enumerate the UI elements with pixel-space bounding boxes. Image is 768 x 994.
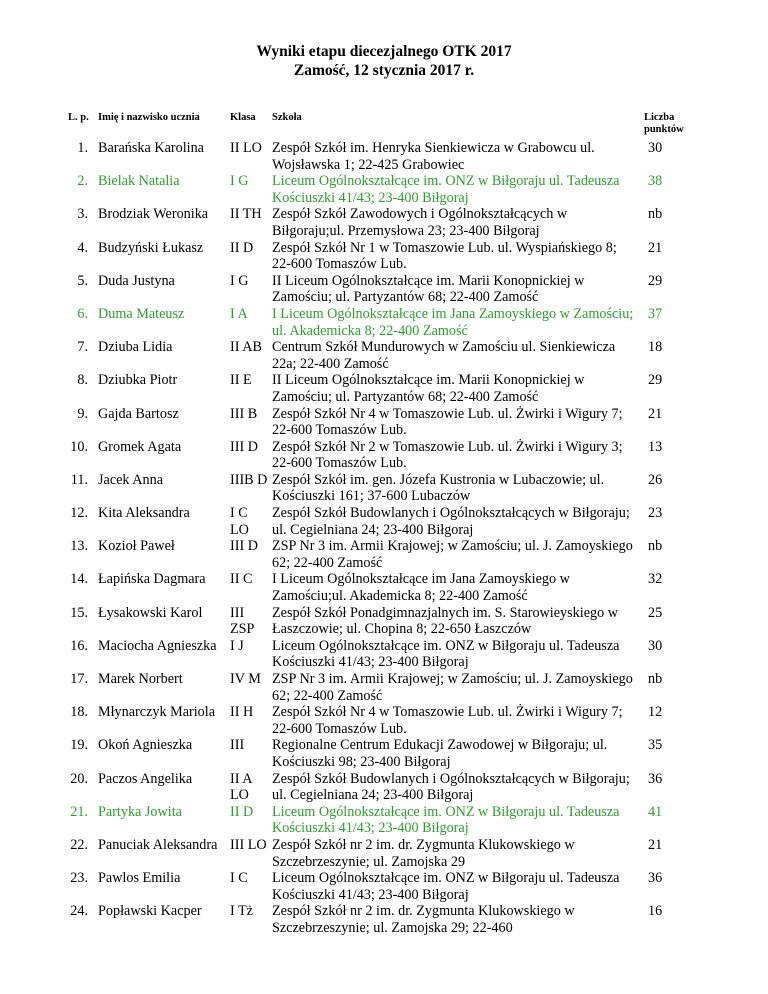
table-row: [66, 538, 707, 571]
page-title: Wyniki etapu diecezjalnego OTK 2017: [256, 43, 512, 60]
table-row: [66, 206, 707, 239]
row-name: Bielak Natalia: [98, 173, 180, 190]
row-lp: 16.: [70, 637, 88, 654]
row-name: Kozioł Paweł: [98, 538, 175, 555]
row-lp: 9.: [77, 405, 88, 422]
table-row: [66, 140, 707, 173]
row-school: Liceum Ogólnokształcące im. ONZ w Biłgoraju ul. Tadeusza Kościuszki 41/43; 23-400 Biłgoraj: [272, 870, 620, 903]
table-row: [66, 505, 707, 538]
row-school: I Liceum Ogólnokształcące im Jana Zamoyskiego w Zamościu;ul. Akademicka 8; 22-400 Zamość: [272, 571, 570, 605]
row-school: II Liceum Ogólnokształcące im. Marii Konopnickiej w Zamościu; ul. Partyzantów 68; 22-400 Zamość: [272, 272, 585, 306]
row-class: I G: [230, 173, 249, 190]
row-score: 35: [648, 737, 663, 754]
row-score: nb: [648, 538, 663, 555]
row-lp: 4.: [77, 239, 88, 256]
row-class: II C: [230, 571, 253, 588]
table-row: [66, 737, 707, 770]
row-name: Dziubka Piotr: [98, 372, 178, 389]
row-school: Zespół Szkół Zawodowych i Ogólnokształcących w Biłgoraju;ul. Przemysłowa 23; 23-400 Biłgoraj: [272, 206, 568, 239]
row-name: Budzyński Łukasz: [98, 239, 204, 256]
row-school: Centrum Szkół Mundurowych w Zamościu ul. Sienkiewicza 22a; 22-400 Zamość: [272, 339, 616, 372]
row-lp: 22.: [70, 836, 88, 853]
header-name: Imię i nazwisko ucznia: [98, 112, 200, 123]
row-score: 18: [648, 339, 663, 356]
row-lp: 7.: [77, 339, 88, 356]
table-row: [66, 571, 707, 604]
row-name: Okoń Agnieszka: [98, 737, 193, 754]
row-lp: 14.: [70, 571, 88, 588]
row-school: Zespół Szkół Budowlanych i Ogólnokształcących w Biłgoraju; ul. Cegielniana 24; 23-400 Biłgoraj: [272, 505, 630, 538]
row-class: I A: [230, 305, 248, 322]
row-class: I C: [230, 870, 248, 887]
row-school: Zespół Szkół Ponadgimnazjalnych im. S. Starowieyskiego w Łaszczowie; ul. Chopina 8; 22-650 Łaszczów: [272, 604, 618, 638]
row-class: II D: [230, 803, 254, 820]
row-score: 21: [648, 405, 663, 422]
row-lp: 23.: [70, 870, 88, 887]
row-lp: 19.: [70, 737, 88, 754]
row-school: II Liceum Ogólnokształcące im. Marii Konopnickiej w Zamościu; ul. Partyzantów 68; 22-400 Zamość: [272, 372, 585, 405]
row-name: Gajda Bartosz: [98, 405, 179, 422]
row-class: III D: [230, 538, 258, 555]
table-row: [66, 372, 707, 405]
row-name: Paczos Angelika: [98, 770, 193, 787]
table-row: [66, 870, 707, 903]
row-lp: 21.: [70, 803, 88, 820]
row-class: I Tż: [230, 903, 253, 920]
row-school: ZSP Nr 3 im. Armii Krajowej; w Zamościu; ul. J. Zamoyskiego 62; 22-400 Zamość: [272, 538, 633, 571]
row-school: Zespół Szkół Nr 1 w Tomaszowie Lub. ul. Wyspiańskiego 8; 22-600 Tomaszów Lub.: [272, 239, 617, 273]
row-name: Łysakowski Karol: [98, 604, 203, 621]
table-row: [66, 339, 707, 372]
row-score: 29: [648, 272, 663, 289]
row-score: nb: [648, 671, 663, 687]
table-row: [66, 704, 707, 737]
table-row: [66, 771, 707, 804]
table-row: [66, 903, 707, 936]
table-row: [66, 605, 707, 638]
row-score: 23: [648, 505, 663, 522]
row-school: Regionalne Centrum Edukacji Zawodowej w Biłgoraju; ul. Kościuszki 98; 23-400 Biłgoraj: [272, 737, 608, 770]
table-row: [66, 837, 707, 870]
row-lp: 17.: [70, 671, 88, 687]
row-name: Popławski Kacper: [98, 903, 202, 920]
header-class: Klasa: [230, 112, 256, 123]
row-class: II A LO: [230, 770, 252, 804]
row-name: Barańska Karolina: [98, 140, 204, 156]
row-score: 30: [648, 140, 663, 156]
row-lp: 10.: [70, 438, 88, 455]
row-lp: 8.: [77, 372, 88, 389]
row-score: 16: [648, 903, 663, 920]
table-row: [66, 273, 707, 306]
row-name: Łapińska Dagmara: [98, 571, 206, 588]
row-name: Duma Mateusz: [98, 305, 185, 322]
row-school: ZSP Nr 3 im. Armii Krajowej; w Zamościu; ul. J. Zamoyskiego 62; 22-400 Zamość: [272, 671, 633, 704]
row-school: Zespół Szkół nr 2 im. dr. Zygmunta Klukowskiego w Szczebrzeszynie; ul. Zamojska 29: [272, 836, 575, 870]
row-school: Liceum Ogólnokształcące im. ONZ w Biłgoraju ul. Tadeusza Kościuszki 41/43; 23-400 Biłgoraj: [272, 803, 620, 837]
row-school: Zespół Szkół Nr 4 w Tomaszowie Lub. ul. Żwirki i Wigury 7; 22-600 Tomaszów Lub.: [272, 405, 623, 439]
row-school: Zespół Szkół Budowlanych i Ogólnokształcących w Biłgoraju; ul. Cegielniana 24; 23-400 Biłgoraj: [272, 770, 630, 804]
row-school: Zespół Szkół Nr 4 w Tomaszowie Lub. ul. Żwirki i Wigury 7; 22-600 Tomaszów Lub.: [272, 704, 623, 737]
row-lp: 18.: [70, 704, 88, 721]
row-class: I C LO: [230, 505, 249, 538]
row-name: Pawlos Emilia: [98, 870, 181, 887]
table-row: [66, 671, 707, 704]
header-school: Szkoła: [272, 112, 302, 123]
row-lp: 11.: [70, 471, 88, 488]
row-school: Liceum Ogólnokształcące im. ONZ w Biłgoraju ul. Tadeusza Kościuszki 41/43; 23-400 Biłgoraj: [272, 637, 620, 671]
table-header-row: [66, 106, 707, 140]
row-class: II H: [230, 704, 254, 721]
row-score: 12: [648, 704, 663, 721]
row-score: 41: [648, 803, 663, 820]
row-class: IIIB D: [230, 471, 268, 488]
table-row: [66, 240, 707, 273]
row-lp: 13.: [70, 538, 88, 555]
table-row: [66, 804, 707, 837]
row-name: Partyka Jowita: [98, 803, 182, 820]
page-subtitle: Zamość, 12 stycznia 2017 r.: [293, 62, 475, 79]
row-class: II AB: [230, 339, 262, 356]
row-school: Liceum Ogólnokształcące im. ONZ w Biłgoraju ul. Tadeusza Kościuszki 41/43; 23-400 Biłgoraj: [272, 173, 620, 206]
row-school: Zespół Szkół im. gen. Józefa Kustronia w Lubaczowie; ul. Kościuszki 161; 37-600 Lubaczów: [272, 471, 605, 505]
row-score: 29: [648, 372, 663, 389]
row-score: 32: [648, 571, 663, 588]
row-class: II TH: [230, 206, 262, 223]
row-class: I G: [230, 272, 249, 289]
row-score: 21: [648, 836, 663, 853]
row-school: Zespół Szkół nr 2 im. dr. Zygmunta Klukowskiego w Szczebrzeszynie; ul. Zamojska 29; 22-460: [272, 903, 575, 936]
row-class: II D: [230, 239, 254, 256]
row-class: IV M: [230, 671, 261, 687]
row-lp: 15.: [70, 604, 88, 621]
row-score: 38: [648, 173, 663, 190]
row-score: 25: [648, 604, 663, 621]
results-table: [66, 106, 707, 937]
row-score: 36: [648, 870, 663, 887]
row-name: Dziuba Lidia: [98, 339, 173, 356]
row-lp: 6.: [77, 305, 88, 322]
row-name: Gromek Agata: [98, 438, 182, 455]
table-row: [66, 173, 707, 206]
row-lp: 5.: [77, 272, 88, 289]
table-row: [66, 439, 707, 472]
row-name: Młynarczyk Mariola: [98, 704, 216, 721]
row-school: I Liceum Ogólnokształcące im Jana Zamoyskiego w Zamościu; ul. Akademicka 8; 22-400 Zamość: [272, 305, 634, 339]
row-school: Zespół Szkół Nr 2 w Tomaszowie Lub. ul. Żwirki i Wigury 3; 22-600 Tomaszów Lub.: [272, 438, 623, 472]
row-score: 21: [648, 239, 663, 256]
table-row: [66, 472, 707, 505]
row-class: III B: [230, 405, 258, 422]
row-name: Jacek Anna: [98, 471, 163, 488]
row-score: 37: [648, 305, 663, 322]
row-name: Panuciak Aleksandra: [98, 836, 218, 853]
header-score: Liczba punktów: [644, 112, 684, 135]
row-school: Zespół Szkół im. Henryka Sienkiewicza w Grabowcu ul. Wojsławska 1; 22-425 Grabowiec: [272, 140, 595, 173]
row-lp: 2.: [77, 173, 88, 190]
row-lp: 3.: [77, 206, 88, 223]
row-lp: 24.: [70, 903, 88, 920]
row-class: III LO: [230, 836, 267, 853]
row-score: 13: [648, 438, 663, 455]
row-score: 36: [648, 770, 663, 787]
row-class: II E: [230, 372, 252, 389]
row-score: 30: [648, 637, 663, 654]
table-row: [66, 306, 707, 339]
row-name: Kita Aleksandra: [98, 505, 190, 522]
row-class: III: [230, 737, 245, 754]
header-lp: L. p.: [68, 112, 89, 123]
row-class: II LO: [230, 140, 262, 156]
row-lp: 1.: [77, 140, 88, 156]
row-score: nb: [648, 206, 663, 223]
row-name: Marek Norbert: [98, 671, 183, 687]
row-name: Duda Justyna: [98, 272, 175, 289]
row-lp: 12.: [70, 505, 88, 522]
row-class: I J: [230, 637, 244, 654]
row-class: III D: [230, 438, 258, 455]
row-name: Maciocha Agnieszka: [98, 637, 217, 654]
row-class: III ZSP: [230, 604, 255, 638]
row-lp: 20.: [70, 770, 88, 787]
row-score: 26: [648, 471, 663, 488]
table-row: [66, 406, 707, 439]
table-row: [66, 638, 707, 671]
row-name: Brodziak Weronika: [98, 206, 209, 223]
